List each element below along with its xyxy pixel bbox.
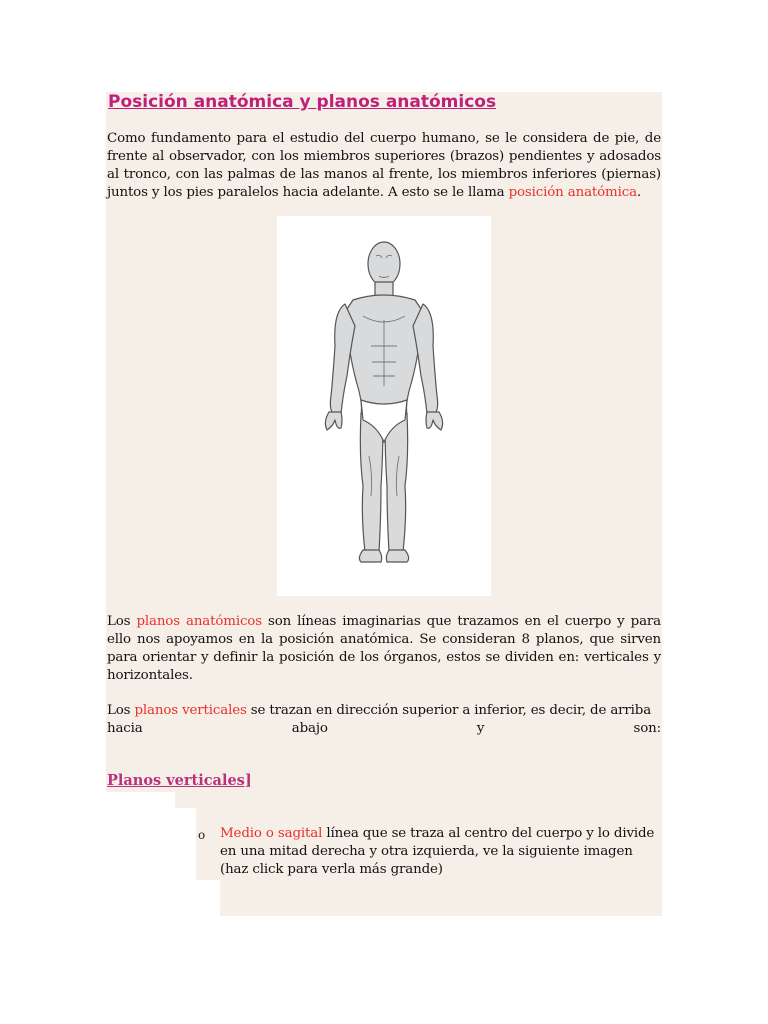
vertical-planes-term: planos verticales — [134, 703, 247, 718]
word: y — [476, 721, 485, 736]
vertical-text: se trazan en dirección superior a inferior, es decir, de arriba — [246, 703, 652, 718]
planes-text-lead: Los — [107, 614, 137, 629]
vertical-text-lead: Los — [107, 703, 135, 718]
page-title[interactable]: Posición anatómica y planos anatómicos — [108, 92, 497, 112]
intro-text-end: . — [636, 185, 642, 200]
vertical-planes-heading[interactable]: Planos verticales] — [107, 772, 252, 789]
sagittal-plane-term: Medio o sagital — [220, 826, 323, 841]
vertical-planes-last-line — [107, 720, 661, 738]
intro-paragraph — [107, 130, 661, 202]
list-item — [220, 825, 660, 879]
anatomical-position-term: posición anatómica — [508, 185, 637, 200]
human-body-icon — [277, 216, 491, 596]
vertical-planes-line — [107, 702, 661, 720]
word: abajo — [291, 721, 328, 736]
list-bullet: o — [198, 828, 206, 842]
content-background-step — [175, 792, 662, 808]
sagittal-plane-description: línea que se traza al centro del cuerpo y lo divide en una mitad derecha y otra izquierda, ve la siguiente imagen (haz click para verla más grande) — [220, 826, 655, 877]
intro-text: Como fundamento para el estudio del cuerpo humano, se le considera de pie, de frente al observador, con los miembros superiores (brazos) pendientes y adosados al tronco, con las palmas de las manos al frente, los miembros inferiores (piernas) juntos y los pies paralelos hacia adelante. A esto se le llama — [107, 131, 661, 200]
content-background-step — [220, 880, 662, 916]
anatomical-planes-term: planos anatómicos — [136, 614, 262, 629]
planes-text: son líneas imaginarias que trazamos en el cuerpo y para ello nos apoyamos en la posición anatómica. Se consideran 8 planos, que sirven para orientar y definir la posición de los órganos, estos se dividen en: verticales y horizontales. — [107, 614, 661, 683]
anatomical-figure[interactable] — [277, 216, 491, 596]
planes-paragraph — [107, 613, 661, 685]
word: son: — [633, 721, 661, 736]
vertical-planes-paragraph — [107, 702, 661, 738]
word: hacia — [107, 721, 143, 736]
